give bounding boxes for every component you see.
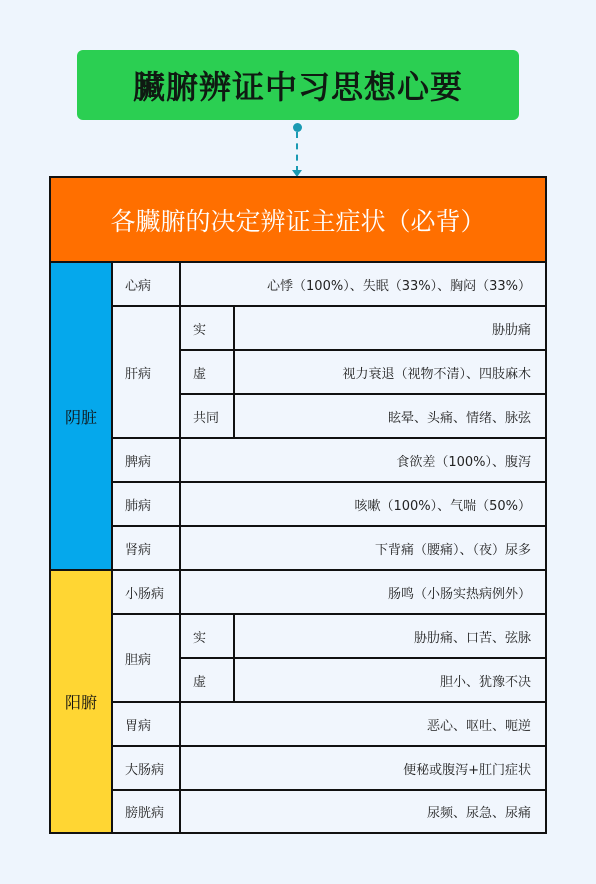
group-yin: 阴脏 (51, 263, 113, 571)
symptom-fei: 咳嗽（100%）、气喘（50%） (181, 483, 545, 527)
sub-gan-gongtong: 共同 (181, 395, 235, 439)
organ-xiaochang: 小肠病 (113, 571, 181, 615)
organ-fei: 肺病 (113, 483, 181, 527)
sub-dan-xu: 虚 (181, 659, 235, 703)
group-yang: 阳腑 (51, 571, 113, 832)
sub-dan-shi: 实 (181, 615, 235, 659)
symptom-dan-xu: 胆小、犹豫不决 (235, 659, 545, 703)
organ-xin: 心病 (113, 263, 181, 307)
page-title: 臟腑辨证中习思想心要 (77, 50, 519, 120)
symptom-gan-gongtong: 眩晕、头痛、情绪、脉弦 (235, 395, 545, 439)
connector-line (296, 132, 298, 172)
sub-gan-xu: 虚 (181, 351, 235, 395)
symptom-dachang: 便秘或腹泻+肛门症状 (181, 747, 545, 791)
connector-dot (293, 123, 302, 132)
organ-dachang: 大肠病 (113, 747, 181, 791)
symptom-xin: 心悸（100%）、失眠（33%）、胸闷（33%） (181, 263, 545, 307)
symptom-shen: 下背痛（腰痛）、（夜）尿多 (181, 527, 545, 571)
organ-gan: 肝病 (113, 307, 181, 439)
organ-wei: 胃病 (113, 703, 181, 747)
organ-dan: 胆病 (113, 615, 181, 703)
symptom-gan-shi: 胁肋痛 (235, 307, 545, 351)
table-header: 各臟腑的决定辨证主症状（必背） (51, 178, 545, 263)
symptom-wei: 恶心、呕吐、呃逆 (181, 703, 545, 747)
symptom-pangguang: 尿频、尿急、尿痛 (426, 806, 531, 821)
symptom-dan-shi: 胁肋痛、口苦、弦脉 (235, 615, 545, 659)
sub-gan-shi: 实 (181, 307, 235, 351)
symptom-xiaochang: 肠鸣（小肠实热病例外） (181, 571, 545, 615)
symptom-pi: 食欲差（100%）、腹泻 (181, 439, 545, 483)
organ-pi: 脾病 (113, 439, 181, 483)
symptom-table (49, 176, 547, 834)
organ-pangguang: 膀胱病 (113, 791, 181, 832)
organ-shen: 肾病 (113, 527, 181, 571)
symptom-gan-xu: 视力衰退（视物不清）、四肢麻木 (235, 351, 545, 395)
